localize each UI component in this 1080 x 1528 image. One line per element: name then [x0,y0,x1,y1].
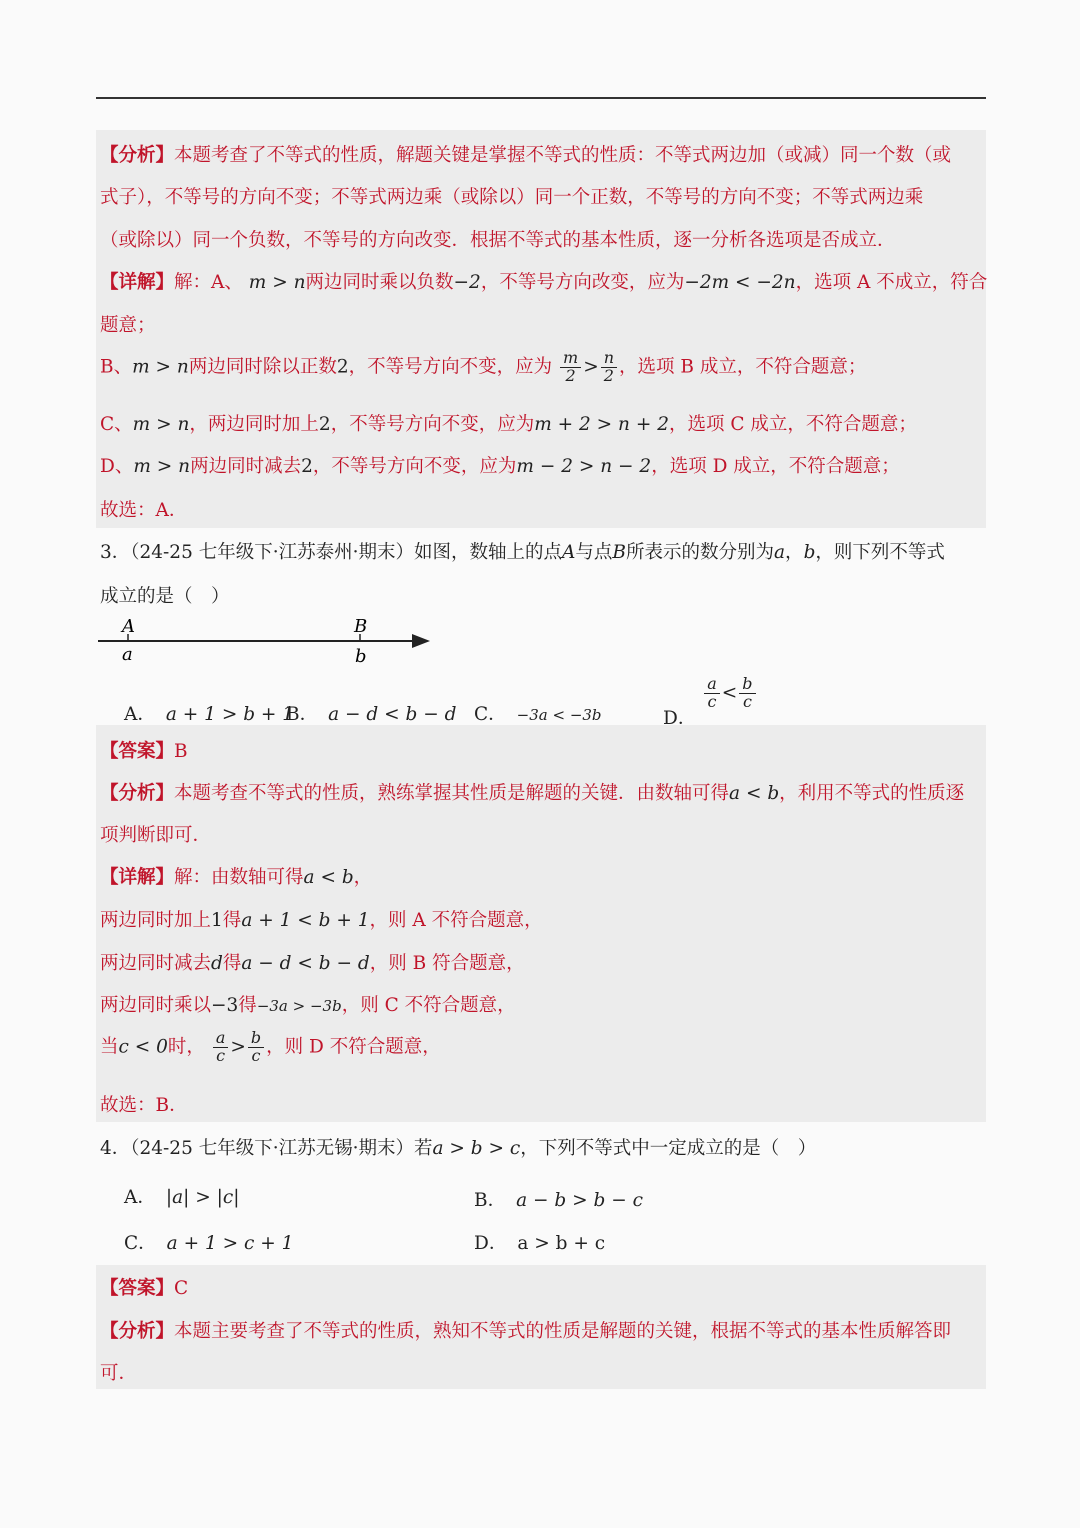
q3-option-b[interactable]: B． a − d < b − d [286,704,457,725]
q3-analysis-line-1: 【分析】本题考查不等式的性质，熟练掌握其性质是解题的关键．由数轴可得a < b，利用不等式的性质逐 [100,783,965,804]
q4-option-d[interactable]: D． a > b + c [474,1233,606,1254]
q2-analysis-line-3: （或除以）同一个负数，不等号的方向改变．根据不等式的基本性质，逐一分析各选项是否成立． [100,230,896,251]
fraction-a-over-c: $\frac{a}{c}$ [704,676,720,711]
q2-choice: 故选：A． [100,500,188,521]
q3-stem-line-1: 3．（24-25 七年级下·江苏泰州·期末）如图，数轴上的点A与点B所表示的数分别为a，b，则下列不等式 [100,542,945,563]
q3-stem-line-2: 成立的是（ ） [100,586,230,607]
q2-detail-d: D、m > n两边同时减去2，不等号方向不变，应为m − 2 > n − 2，选项 D 成立，不符合题意； [100,456,900,477]
q3-option-a[interactable]: A． a + 1 > b + 1 [124,704,295,725]
q3-detail-line-4: 两边同时乘以−3得−3a > −3b，则 C 不符合题意， [100,995,516,1016]
q2-detail-a-cont: 题意； [100,315,156,336]
q4-answer: 【答案】C [100,1278,189,1299]
top-rule [96,97,986,99]
q4-option-c[interactable]: C． a + 1 > c + 1 [124,1233,294,1254]
q2-detail-a: 【详解】解：A、 m > n两边同时乘以负数−2，不等号方向改变，应为−2m < −2n，选项 A 不成立，符合 [100,272,988,293]
q3-detail-line-3: 两边同时减去d得a − d < b − d，则 B 符合题意， [100,953,525,974]
q3-detail-line-2: 两边同时加上1得a + 1 < b + 1，则 A 不符合题意， [100,910,543,931]
q4-analysis-line-1: 【分析】本题主要考查了不等式的性质，熟知不等式的性质是解题的关键，根据不等式的基本性质解答即 [100,1321,952,1342]
q3-detail-line-1: 【详解】解：由数轴可得a < b， [100,867,373,888]
fraction-n-over-2: $\frac{n}{2}$ [601,350,617,385]
q3-choice: 故选：B． [100,1095,188,1116]
q4-option-b[interactable]: B． a − b > b − c [474,1190,643,1211]
number-line-arrow [412,634,430,648]
label-point-B: B [354,616,368,637]
q4-analysis-line-2: 可． [100,1363,138,1384]
q3-answer: 【答案】B [100,741,188,762]
label-value-b: b [355,646,367,667]
label-value-a: a [122,644,133,665]
fraction-m-over-2: $\frac{m}{2}$ [560,350,581,385]
q2-analysis-line-1: 【分析】本题考查了不等式的性质，解题关键是掌握不等式的性质：不等式两边加（或减）同一个数（或 [100,145,952,166]
q2-detail-c: C、m > n，两边同时加上2，不等号方向不变，应为m + 2 > n + 2，选项 C 成立，不符合题意； [100,414,917,435]
q3-detail-line-5: 当c < 0时， $\frac{a}{c}$ > $\frac{b}{c}$ ，则 D 不符合题意， [100,1028,441,1065]
q3-option-c[interactable]: C． −3a < −3b [474,704,602,725]
q3-option-d[interactable]: D． $\frac{a}{c}$ < $\frac{b}{c}$ [663,676,758,711]
fraction-a-over-c-2: $\frac{a}{c}$ [213,1030,229,1065]
fraction-b-over-c-2: $\frac{b}{c}$ [248,1030,264,1065]
q4-stem: 4．（24-25 七年级下·江苏无锡·期末）若a > b > c，下列不等式中一定成立的是（ ） [100,1138,817,1159]
fraction-b-over-c: $\frac{b}{c}$ [739,676,755,711]
label-point-A: A [122,616,135,637]
q4-option-a[interactable]: A． |a| > |c| [124,1187,240,1208]
q2-analysis-line-2: 式子），不等号的方向不变；不等式两边乘（或除以）同一个正数，不等号的方向不变；不等式两边乘 [100,187,924,208]
q3-analysis-line-2: 项判断即可． [100,825,212,846]
number-line-figure [96,612,436,672]
q2-detail-b: B、m > n两边同时除以正数2，不等号方向不变，应为 $\frac{m}{2}$ > $\frac{n}{2}$ ，选项 B 成立，不符合题意； [100,348,867,385]
